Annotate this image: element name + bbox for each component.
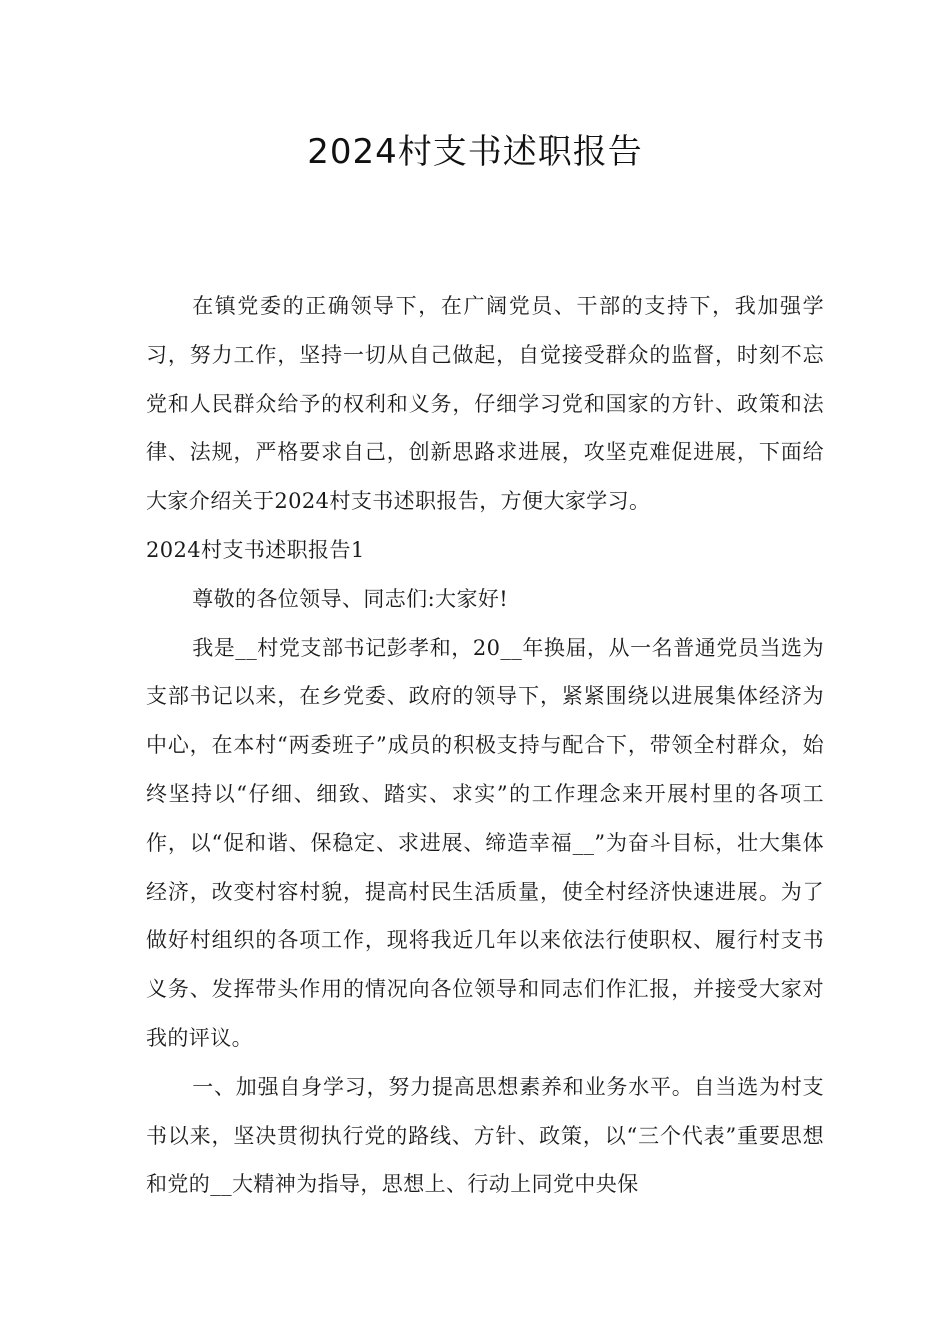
document-body: [146, 282, 824, 1209]
document-title: 2024村支书述职报告: [307, 132, 643, 172]
paragraph-greeting: 尊敬的各位领导、同志们:大家好!: [192, 586, 509, 611]
section-heading: 2024村支书述职报告1: [146, 537, 365, 562]
paragraph-intro: 在镇党委的正确领导下，在广阔党员、干部的支持下，我加强学习，努力工作，坚持一切从自己做起，自觉接受群众的监督，时刻不忘党和人民群众给予的权利和义务，仔细学习党和国家的方针、政策和法律、法规，严格要求自己，创新思路求进展，攻坚克难促进展，下面给大家介绍关于2024村支书述职报告，方便大家学习。: [146, 294, 824, 514]
paragraph-self-introduction: 我是__村党支部书记彭孝和，20__年换届，从一名普通党员当选为支部书记以来，在乡党委、政府的领导下，紧紧围绕以进展集体经济为中心，在本村“两委班子”成员的积极支持与配合下，带领全村群众，始终坚持以“仔细、细致、踏实、求实”的工作理念来开展村里的各项工作，以“促和谐、保稳定、求进展、缔造幸福__”为奋斗目标，壮大集体经济，改变村容村貌，提高村民生活质量，使全村经济快速进展。为了做好村组织的各项工作，现将我近几年以来依法行使职权、履行村支书义务、发挥带头作用的情况向各位领导和同志们作汇报，并接受大家对我的评议。: [146, 635, 824, 1050]
paragraph-point-one: 一、加强自身学习，努力提高思想素养和业务水平。自当选为村支书以来，坚决贯彻执行党的路线、方针、政策，以“三个代表”重要思想和党的__大精神为指导，思想上、行动上同党中央保: [146, 1074, 824, 1197]
